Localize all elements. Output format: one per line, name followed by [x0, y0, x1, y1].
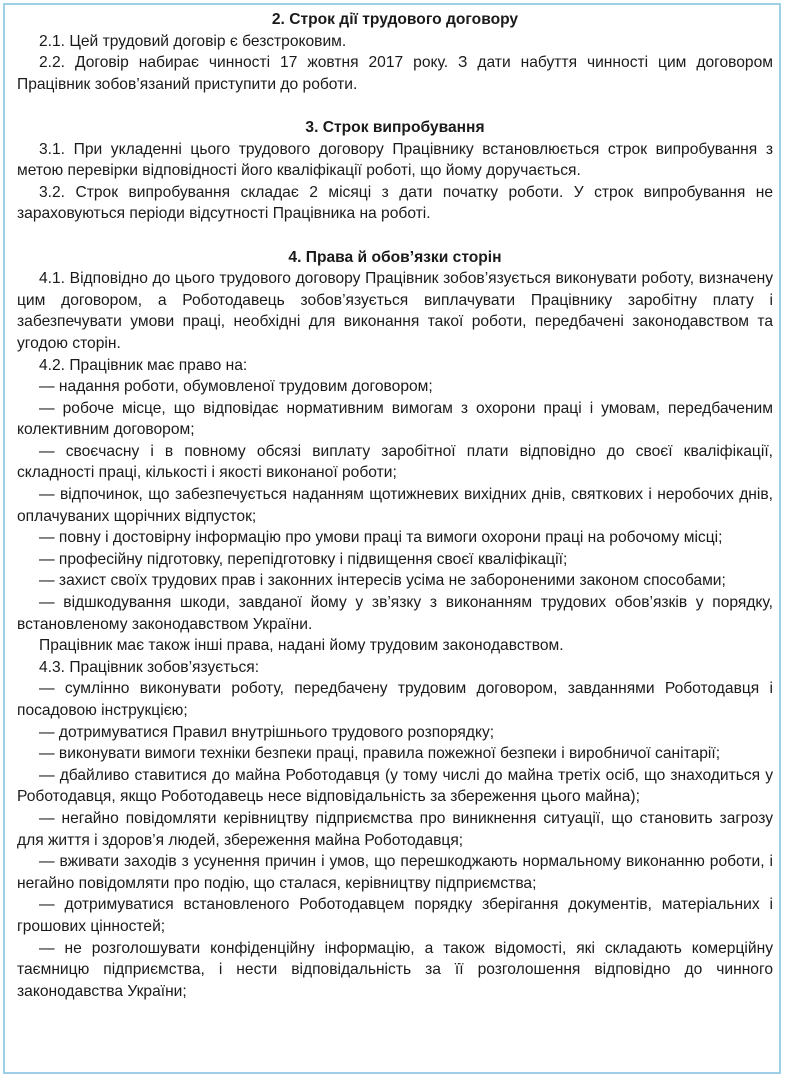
paragraph: 4.2. Працівник має право на:	[39, 356, 248, 374]
list-item: — дотримуватися Правил внутрішнього трудового розпорядку;	[39, 723, 495, 741]
list-item: — вживати заходів з усунення причин і умов, що перешкоджають нормальному виконанню роботи, і негайно повідомляти про подію, що сталася, керівництву підприємства;	[17, 853, 773, 892]
list-item: — відшкодування шкоди, завданої йому у зв’язку з виконанням трудових обов’язків у порядку, встановленому законодавством України.	[17, 594, 773, 633]
paragraph: 3.2. Строк випробування складає 2 місяці з дати початку роботи. У строк випробування не зараховуються періоди відсутності Працівника на роботі.	[17, 183, 773, 223]
list-item: — сумлінно виконувати роботу, передбачену трудовим договором, завданнями Роботодавця і посадовою інструкцією;	[17, 680, 773, 719]
section-title: 2. Строк дії трудового договору	[271, 11, 519, 28]
paragraph: 2.1. Цей трудовий договір є безстроковим.	[39, 32, 347, 50]
list-item: — захист своїх трудових прав і законних інтересів усіма не забороненими законом способами;	[39, 572, 726, 590]
list-item: — не розголошувати конфіденційну інформацію, а також відомості, які складають комерційну таємницю підприємства, і нести відповідальність за її розголошення відповідно до чинного законодавства України;	[17, 939, 773, 1000]
list-item: — своєчасну і в повному обсязі виплату заробітної плати відповідно до своєї кваліфікації, складності праці, кількості і якості виконаної роботи;	[17, 442, 773, 482]
list-item: — професійну підготовку, перепідготовку і підвищення своєї кваліфікації;	[39, 550, 568, 568]
paragraph: 4.3. Працівник зобов’язується:	[39, 658, 260, 676]
list-item: — відпочинок, що забезпечується наданням щотижневих вихідних днів, святкових і неробочих днів, оплачуваних щорічних відпусток;	[17, 486, 773, 525]
paragraph: Працівник має також інші права, надані йому трудовим законодавством.	[39, 637, 564, 655]
paragraph: 2.2. Договір набирає чинності 17 жовтня 2017 року. З дати набуття чинності цим договором Працівник зобов’язаний приступити до роботи.	[17, 54, 773, 93]
paragraph: 4.1. Відповідно до цього трудового договору Працівник зобов’язується виконувати роботу, визначену цим договором, а Роботодавець зобов’язується виплачувати Працівнику заробітну плату і забезпечувати умови праці, необхідні для виконання такої роботи, передбачені законодавством та угодою сторін.	[17, 270, 773, 352]
list-item: — надання роботи, обумовленої трудовим договором;	[39, 378, 433, 396]
section-probation	[17, 117, 773, 225]
document-body	[17, 9, 773, 1002]
list-item: — дотримуватися встановленого Роботодавцем порядку зберігання документів, матеріальних і грошових цінностей;	[17, 896, 773, 935]
list-item: — виконувати вимоги техніки безпеки праці, правила пожежної безпеки і виробничої санітарії;	[39, 745, 721, 763]
section-rights-duties	[17, 247, 773, 1003]
list-item: — робоче місце, що відповідає нормативним вимогам з охорони праці і умовам, передбаченим колективним договором;	[17, 399, 773, 439]
list-item: — повну і достовірну інформацію про умови праці та вимоги охорони праці на робочому місці;	[39, 529, 723, 547]
section-title: 4. Права й обов’язки сторін	[288, 248, 502, 266]
list-item: — негайно повідомляти керівництву підприємства про виникнення ситуації, що становить загрозу для життя і здоров’я людей, збереження майна Роботодавця;	[17, 809, 773, 849]
section-title: 3. Строк випробування	[305, 118, 485, 136]
section-term	[17, 9, 773, 95]
paragraph: 3.1. При укладенні цього трудового договору Працівнику встановлюється строк випробування з метою перевірки відповідності його кваліфікації роботі, що йому доручається.	[17, 140, 773, 180]
list-item: — дбайливо ставитися до майна Роботодавця (у тому числі до майна третіх осіб, що знаходиться у Роботодавця, якщо Роботодавець несе відповідальність за збереження цього майна);	[17, 766, 773, 806]
